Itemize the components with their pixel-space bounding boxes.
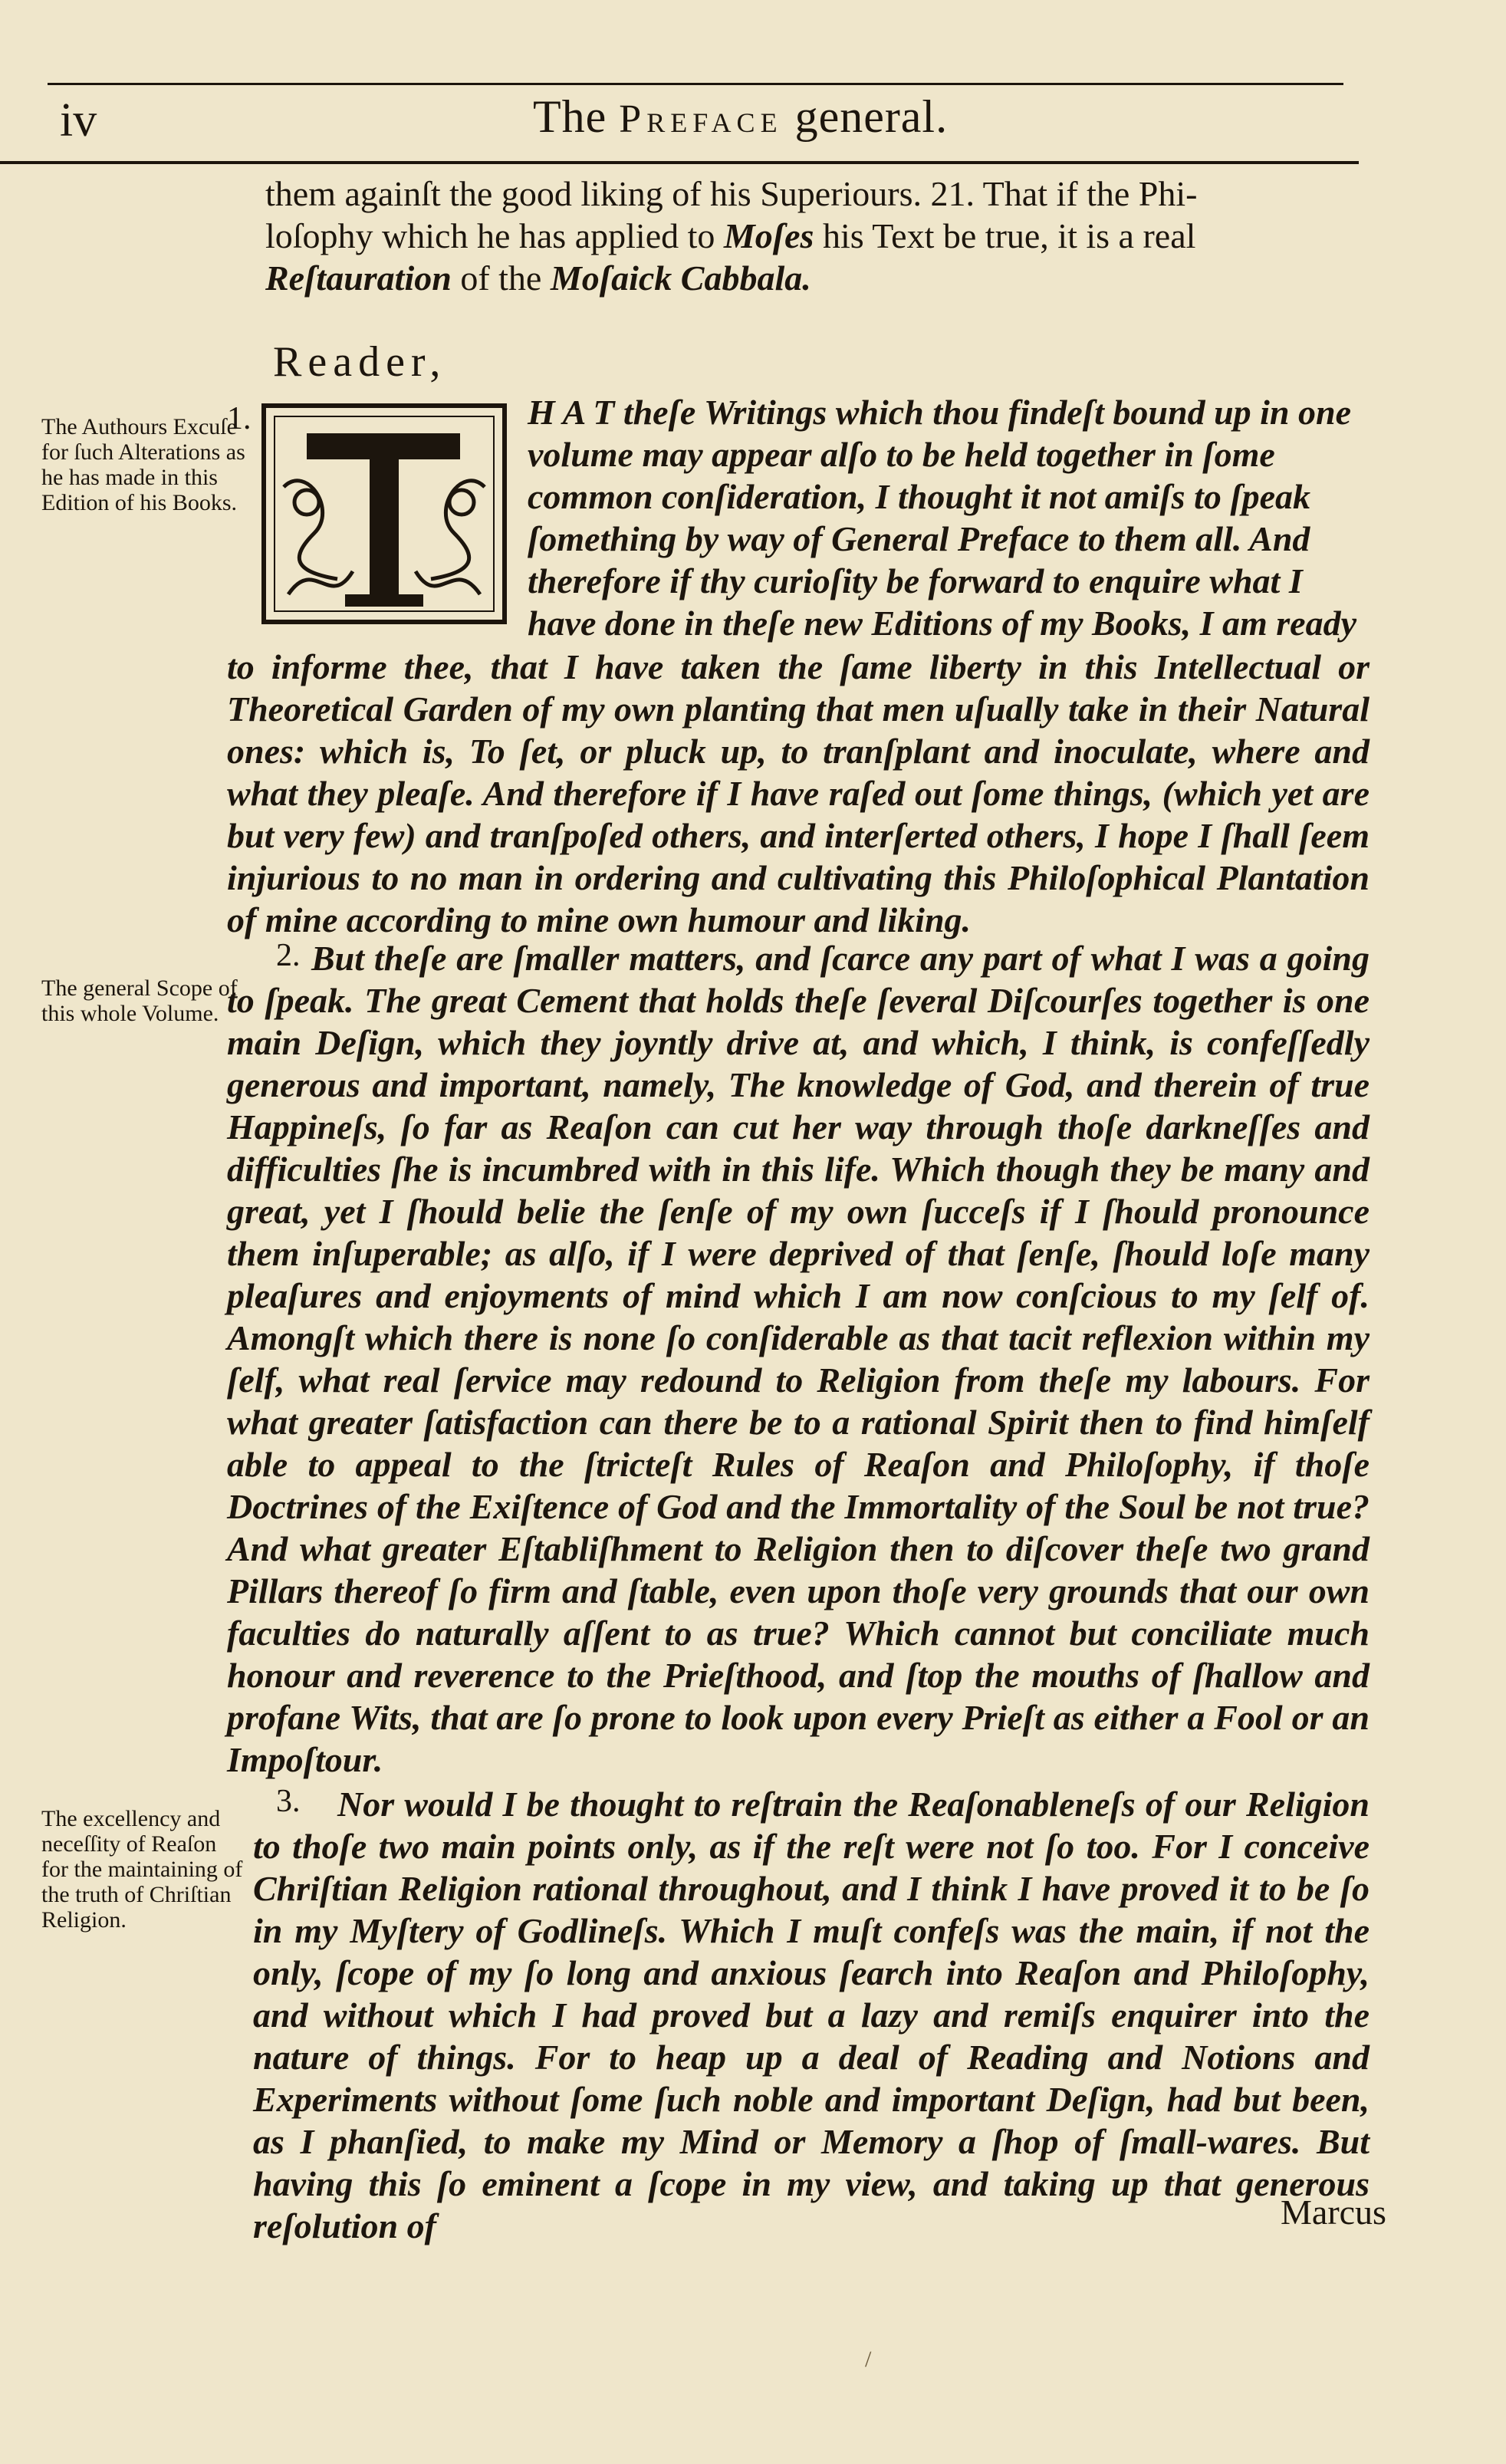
section-number-2: 2.: [276, 938, 301, 973]
decorated-initial-t: [261, 403, 508, 625]
section-number-3: 3.: [276, 1784, 301, 1819]
header-rule-bottom: [0, 161, 1359, 164]
header-title-preface: Preface: [619, 97, 783, 141]
opening-continuation: [265, 173, 1370, 299]
margin-note-3: The excellency and neceſſity of Reaſon for the maintaining of the truth of Chriſtian Religion.: [41, 1806, 243, 1933]
opening-line-3: Reſtauration of the Moſaick Cabbala.: [265, 258, 811, 298]
section-1-text: to informe thee, that I have taken the ſame liberty in this Intellectual or Theoretical Garden of my own planting that men uſually take in their Natural ones: which is, To ſet, or pluck up, to tranſplant and inoculate, where and what they pleaſe. And therefore if I have raſed out ſome things, (which yet are but very few) and tranſpoſed others, and interſerted others, I hope I ſhall ſeem injurious to no man in ordering and cultivating this Philoſophical Plantation of mine according to mine own humour and liking.: [227, 647, 1370, 939]
indented-line-5: therefore if thy curioſity be forward to enquire what I: [528, 561, 1303, 600]
indented-line-2: volume may appear alſo to be held together in ſome: [528, 435, 1275, 474]
header-rule-top: [48, 83, 1343, 85]
indented-line-1: H A T theſe Writings which thou findeſt bound up in one: [528, 393, 1352, 432]
page-number: iv: [60, 94, 97, 146]
section-3-text: Nor would I be thought to reſtrain the Reaſonableneſs of our Religion to thoſe two main points only, as if the reſt were not ſo too. For I conceive Chriſtian Religion rational throughout, and I think I have proved it to be ſo in my Myſtery of Godlineſs. Which I muſt confeſs was the main, if not the only, ſcope of my ſo long and anxious ſearch into Reaſon and Philoſophy, and without which I had proved but a lazy and remiſs enquirer into the nature of things. For to heap up a deal of Reading and Notions and Experiments without ſome ſuch noble and important Deſign, had but been, as I phanſied, to make my Mind or Memory a ſhop of ſmall-wares. But having this ſo eminent a ſcope in my view, and taking up that generous reſolution of: [253, 1785, 1370, 2245]
header-title-prefix: The: [533, 91, 607, 142]
margin-note-2: The general Scope of this whole Volume.: [41, 975, 238, 1026]
section-number-1: 1.: [227, 401, 252, 436]
indented-line-6: have done in theſe new Editions of my Books, I am ready: [528, 604, 1356, 643]
section-1-indented-lines: [528, 391, 1370, 644]
stray-mark: /: [865, 2347, 872, 2372]
indented-line-3: common conſideration, I thought it not amiſs to ſpeak: [528, 477, 1311, 516]
margin-note-1: The Authours Excuſe for ſuch Alterations as he has made in this Edition of his Books.: [41, 414, 245, 515]
indented-line-4: ſomething by way of General Preface to them all. And: [528, 519, 1310, 558]
section-2-text: But theſe are ſmaller matters, and ſcarce any part of what I was a going to ſpeak. The great Cement that holds theſe ſeveral Diſcourſes together is one main Deſign, which they joyntly drive at, and which, I think, is confeſſedly generous and important, namely, The knowledge of God, and therein of true Happineſs, ſo far as Reaſon can cut her way through thoſe darkneſſes and difficulties ſhe is incumbred with in this life. Which though they be many and great, yet I ſhould belie the ſenſe of my own ſucceſs if I ſhould pronounce them inſuperable; as alſo, if I were deprived of that ſenſe, ſhould loſe many pleaſures and enjoyments of mind which I am now conſcious to my ſelf of. Amongſt which there is none ſo conſiderable as that tacit reflexion within my ſelf, what real ſervice may redound to Religion from theſe my labours. For what greater ſatisfaction can there be to a rational Spirit then to find himſelf able to appeal to the ſtricteſt Rules of Reaſon and Philoſophy, if thoſe Doctrines of the Exiſtence of God and the Immortality of the Soul be not true? And what greater Eſtabliſhment to Religion then to diſcover theſe two grand Pillars thereof ſo firm and ſtable, even upon thoſe very grounds that our own faculties do naturally aſſent to as true? Which cannot but conciliate much honour and reverence to the Prieſthood, and ſtop the mouths of ſhallow and profane Wits, that are ſo prone to look upon every Prieſt as either a Fool or an Impoſtour.: [227, 939, 1370, 1779]
catchword: Marcus: [1281, 2193, 1386, 2232]
reader-heading: Reader,: [273, 338, 447, 386]
opening-line-1: them againſt the good liking of his Superiours. 21. That if the Phi-: [265, 174, 1198, 213]
running-header: [533, 90, 948, 143]
header-title-suffix: general.: [794, 91, 949, 142]
opening-line-2: loſophy which he has applied to Moſes his Text be true, it is a real: [265, 216, 1196, 255]
